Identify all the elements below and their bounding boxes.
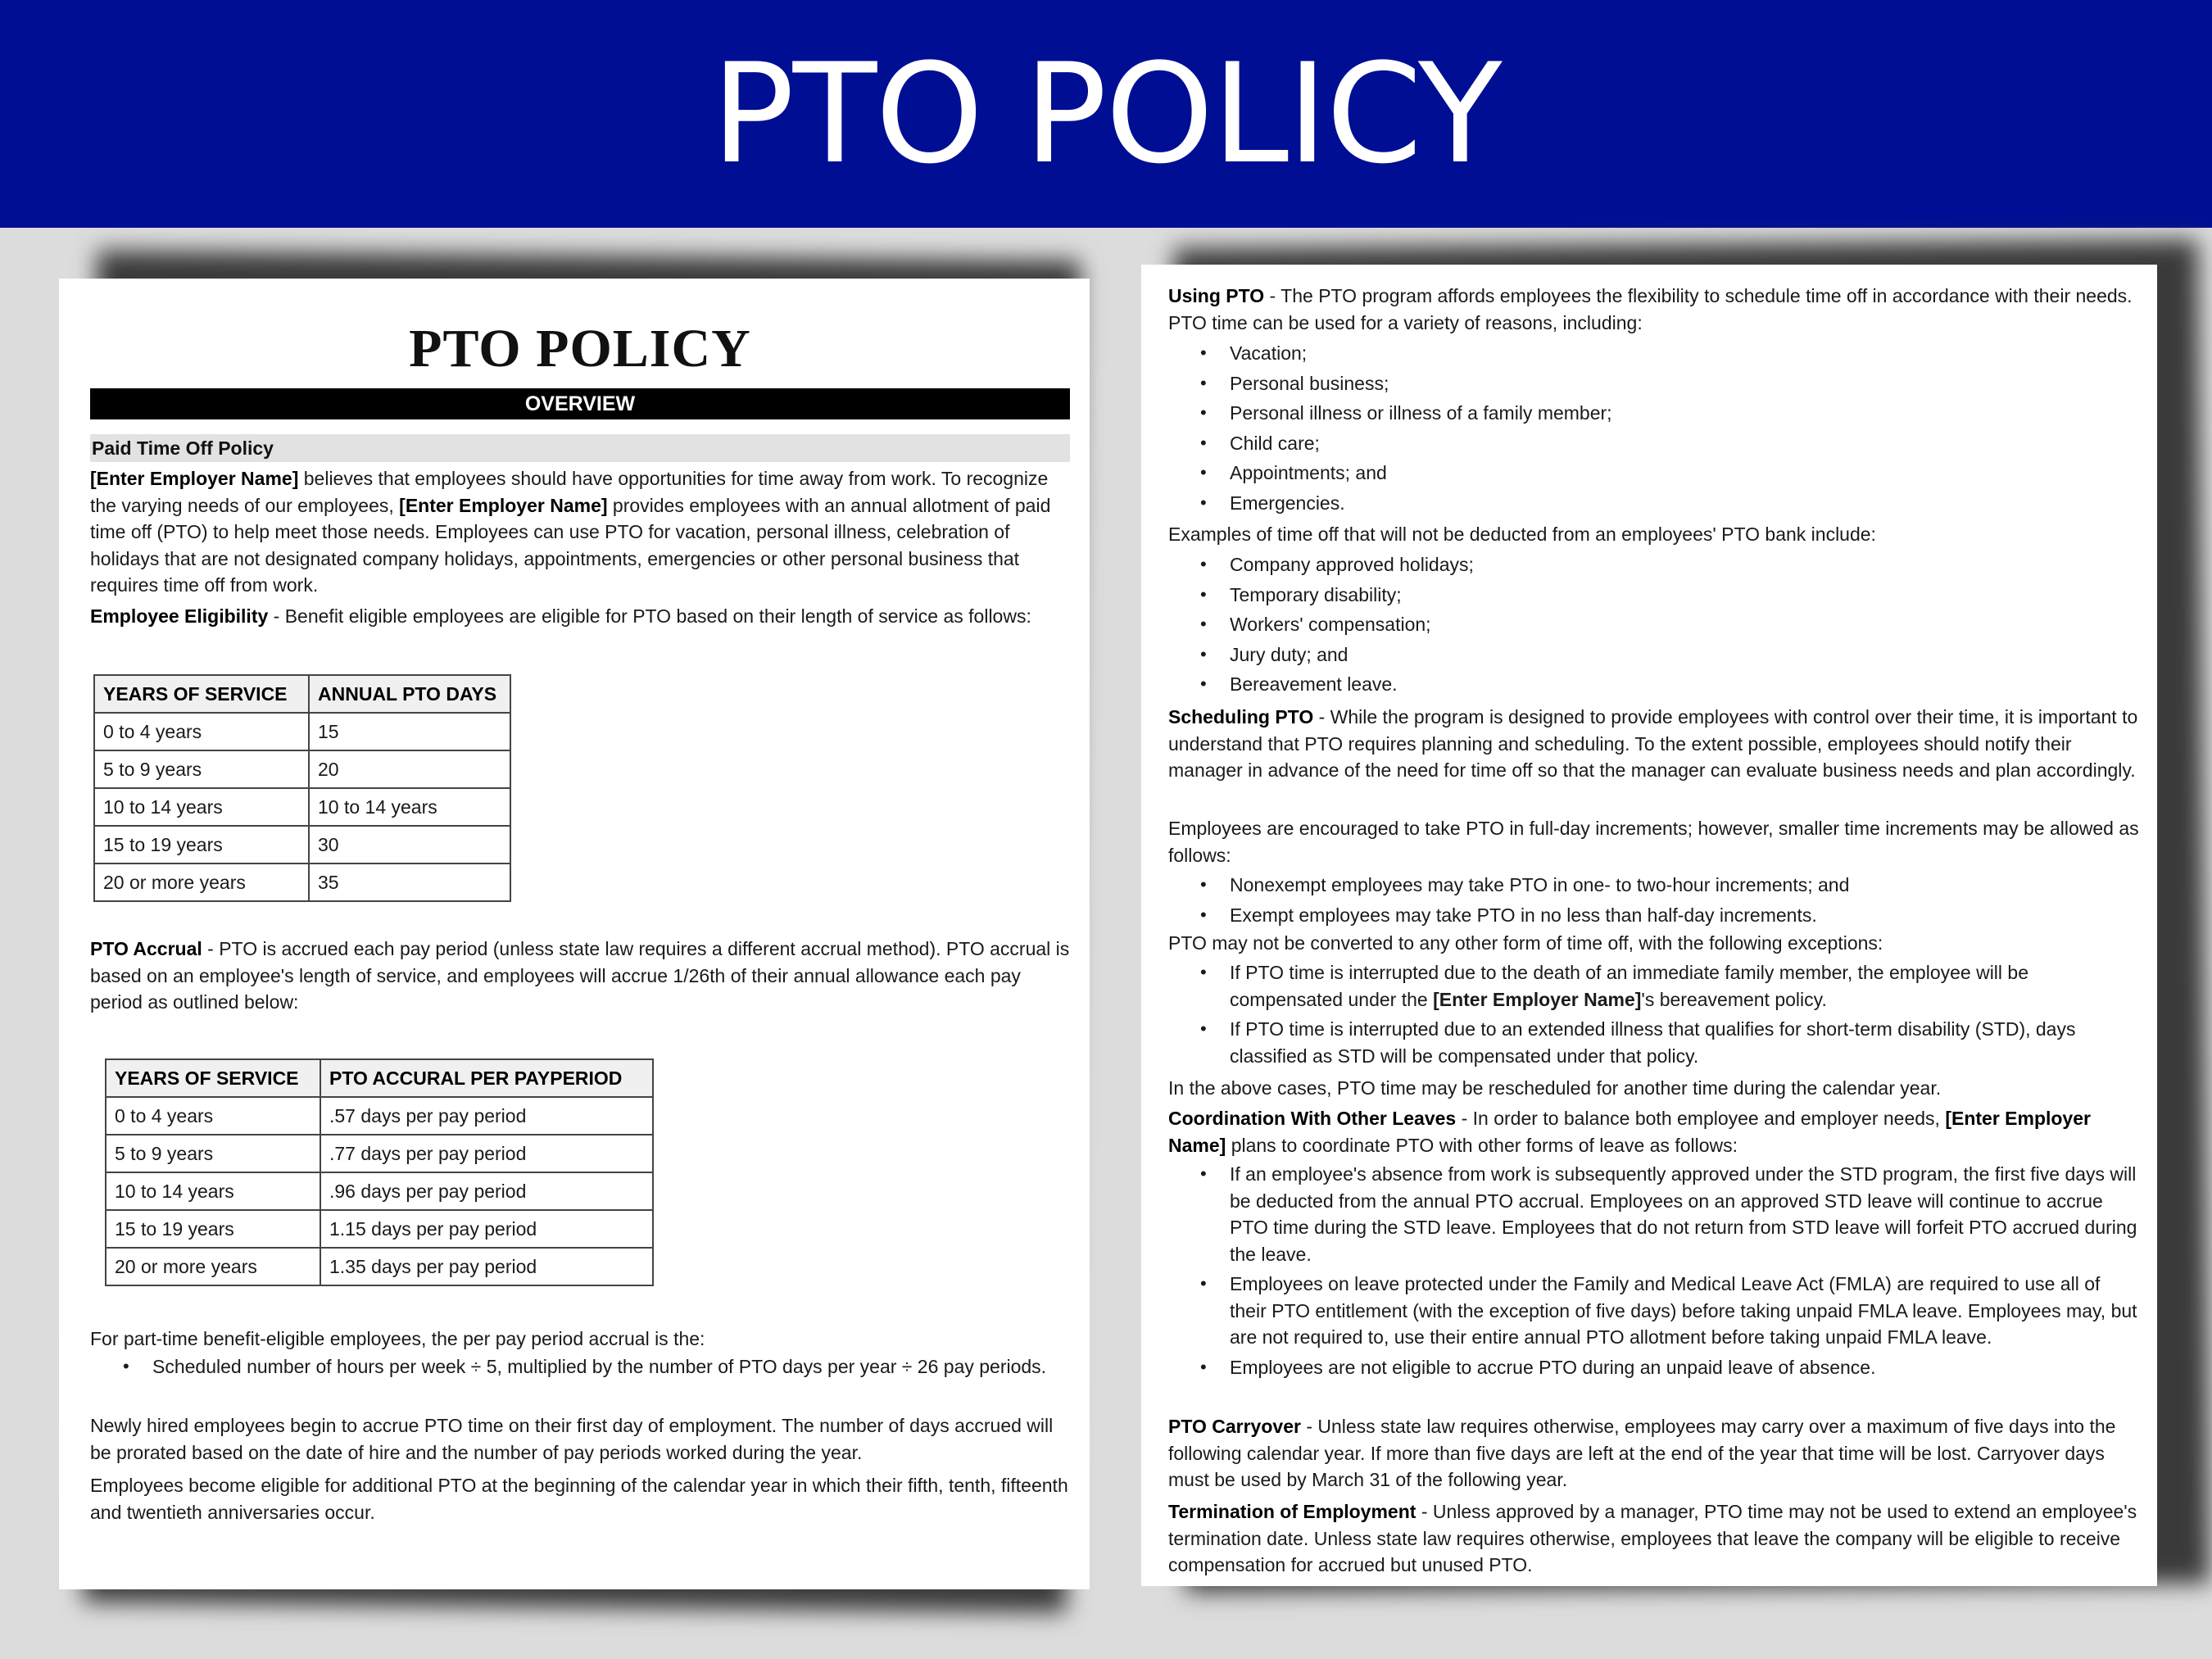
coordination-paragraph: Coordination With Other Leaves - In order to balance both employee and employer needs, [Enter Employer Name] plans to coordinate PTO with other forms of leave as follows: xyxy=(1168,1108,2091,1156)
document-title: PTO POLICY xyxy=(409,319,751,378)
table-cell: 10 to 14 years xyxy=(309,788,510,826)
table-row xyxy=(94,863,510,901)
additional-pto-paragraph: Employees become eligible for additional PTO at the beginning of the calendar year in which their fifth, tenth, fifteenth and twentieth anniversaries occur. xyxy=(90,1475,1068,1523)
table-cell: 5 to 9 years xyxy=(94,750,309,788)
carryover-paragraph: PTO Carryover - Unless state law requires otherwise, employees may carry over a maximum of five days into the following calendar year. If more than five days are left at the end of the year that time will be lost. Carryover days must be used by March 31 of the following year. xyxy=(1168,1416,2116,1490)
table-row xyxy=(94,713,510,750)
list-item: • If an employee's absence from work is subsequently approved under the STD program, the first five days will be deducted from the annual PTO accrual. Employees on an approved STD leave will continue to accrue PTO time during the STD leave. Employees that do not return from STD leave will forfeit PTO accrued during the leave. xyxy=(1230,1161,2139,1267)
termination-paragraph: Termination of Employment - Unless approved by a manager, PTO time may not be used to extend an employee's termination date. Unless state law requires otherwise, employees that leave the company will be eligible to receive compensation for accrued but unused PTO. xyxy=(1168,1501,2137,1575)
list-item: • Emergencies. xyxy=(1230,490,2139,517)
list-item: • Nonexempt employees may take PTO in one- to two-hour increments; and xyxy=(1230,872,2139,899)
list-item: • Jury duty; and xyxy=(1230,641,2139,669)
reschedule-paragraph: In the above cases, PTO time may be rescheduled for another time during the calendar year. xyxy=(1168,1077,1942,1099)
annual-pto-days-table xyxy=(93,674,511,902)
part-time-paragraph: For part-time benefit-eligible employees, the per pay period accrual is the: xyxy=(90,1328,705,1349)
conversion-exceptions-list xyxy=(1230,959,2139,1072)
list-item: • If PTO time is interrupted due to the death of an immediate family member, the employee will be compensated under the [Enter Employer Name]'s bereavement policy. xyxy=(1230,959,2139,1013)
table-row xyxy=(106,1248,653,1285)
list-item: • Personal business; xyxy=(1230,370,2139,397)
table-cell: 20 or more years xyxy=(94,863,309,901)
list-item: • Workers' compensation; xyxy=(1230,611,2139,638)
table-header-row xyxy=(106,1059,653,1097)
table-header-cell: YEARS OF SERVICE xyxy=(106,1059,320,1097)
banner-title: PTO POLICY xyxy=(711,34,1501,194)
table-row xyxy=(94,750,510,788)
intro-paragraph: [Enter Employer Name] believes that employees should have opportunities for time away from work. To recognize the varying needs of our employees, [Enter Employer Name] provides employees with an annual allotment of paid time off (PTO) to help meet those needs. Employees can use PTO for vacation, personal illness, celebration of holidays that are not designated company holidays, appointments, emergencies or other personal business that requires time off from work. xyxy=(90,468,1051,596)
table-cell: 10 to 14 years xyxy=(94,788,309,826)
table-header-row xyxy=(94,675,510,713)
list-item: • Appointments; and xyxy=(1230,460,2139,487)
not-deducted-paragraph: Examples of time off that will not be deducted from an employees' PTO bank include: xyxy=(1168,524,1876,545)
table-cell: .96 days per pay period xyxy=(320,1172,653,1210)
list-item: • Scheduled number of hours per week ÷ 5, multiplied by the number of PTO days per year ÷ 26 pay periods. xyxy=(152,1353,1078,1380)
table-cell: 0 to 4 years xyxy=(94,713,309,750)
pto-accrual-table xyxy=(105,1058,654,1286)
list-item: • Exempt employees may take PTO in no less than half-day increments. xyxy=(1230,902,2139,929)
table-cell: 10 to 14 years xyxy=(106,1172,320,1210)
list-item: • Bereavement leave. xyxy=(1230,671,2139,698)
part-time-bullet-list xyxy=(152,1353,1078,1380)
list-item: • Company approved holidays; xyxy=(1230,551,2139,578)
list-item: • If PTO time is interrupted due to an extended illness that qualifies for short-term disability (STD), days classified as STD will be compensated under that policy. xyxy=(1230,1016,2139,1069)
table-cell: 30 xyxy=(309,826,510,863)
increments-list xyxy=(1230,872,2139,931)
table-header-cell: ANNUAL PTO DAYS xyxy=(309,675,510,713)
table-row xyxy=(106,1210,653,1248)
scheduling-pto-paragraph: Scheduling PTO - While the program is designed to provide employees with control over their time, it is important to understand that PTO requires planning and scheduling. To the extent possible, employees should notify their manager in advance of the need for time off so that the manager can evaluate business needs and plan accordingly. xyxy=(1168,706,2138,781)
using-pto-paragraph: Using PTO - The PTO program affords employees the flexibility to schedule time off in accordance with their needs. PTO time can be used for a variety of reasons, including: xyxy=(1168,285,2133,333)
table-cell: 1.15 days per pay period xyxy=(320,1210,653,1248)
table-row xyxy=(94,788,510,826)
header-banner xyxy=(0,0,2212,228)
table-cell: .57 days per pay period xyxy=(320,1097,653,1135)
not-deducted-list xyxy=(1230,551,2139,701)
newly-hired-paragraph: Newly hired employees begin to accrue PTO time on their first day of employment. The number of days accrued will be prorated based on the date of hire and the number of pay periods worked during the year. xyxy=(90,1415,1054,1463)
table-row xyxy=(106,1097,653,1135)
table-row xyxy=(94,826,510,863)
table-cell: 15 to 19 years xyxy=(94,826,309,863)
table-header-cell: PTO ACCURAL PER PAYPERIOD xyxy=(320,1059,653,1097)
coordination-list xyxy=(1230,1161,2139,1384)
paid-time-off-subheading: Paid Time Off Policy xyxy=(90,434,1070,462)
table-cell: 20 or more years xyxy=(106,1248,320,1285)
table-cell: 20 xyxy=(309,750,510,788)
list-item: • Employees on leave protected under the Family and Medical Leave Act (FMLA) are required to use all of their PTO entitlement (with the exception of five days) before taking unpaid FMLA leave. Employees may, but are not required to, use their entire annual PTO allotment before taking unpaid FMLA leave. xyxy=(1230,1271,2139,1351)
increments-paragraph: Employees are encouraged to take PTO in full-day increments; however, smaller time increments may be allowed as follows: xyxy=(1168,818,2139,866)
table-header-cell: YEARS OF SERVICE xyxy=(94,675,309,713)
eligibility-paragraph: Employee Eligibility - Benefit eligible employees are eligible for PTO based on their length of service as follows: xyxy=(90,605,1031,627)
table-cell: 35 xyxy=(309,863,510,901)
table-cell: 1.35 days per pay period xyxy=(320,1248,653,1285)
table-cell: .77 days per pay period xyxy=(320,1135,653,1172)
table-cell: 0 to 4 years xyxy=(106,1097,320,1135)
list-item: • Vacation; xyxy=(1230,340,2139,367)
table-cell: 15 to 19 years xyxy=(106,1210,320,1248)
conversion-paragraph: PTO may not be converted to any other form of time off, with the following exceptions: xyxy=(1168,932,1883,954)
right-document-page xyxy=(1141,265,2157,1586)
table-cell: 5 to 9 years xyxy=(106,1135,320,1172)
list-item: • Personal illness or illness of a family member; xyxy=(1230,400,2139,427)
list-item: • Temporary disability; xyxy=(1230,582,2139,609)
overview-section-bar: OVERVIEW xyxy=(90,388,1070,419)
left-document-page xyxy=(59,279,1090,1589)
table-row xyxy=(106,1135,653,1172)
pto-uses-list xyxy=(1230,340,2139,519)
list-item: • Employees are not eligible to accrue PTO during an unpaid leave of absence. xyxy=(1230,1354,2139,1381)
table-cell: 15 xyxy=(309,713,510,750)
accrual-paragraph: PTO Accrual - PTO is accrued each pay period (unless state law requires a different accrual method). PTO accrual is based on an employee's length of service, and employees will accrue 1/26th of their annual allowance each pay period as outlined below: xyxy=(90,938,1070,1013)
table-row xyxy=(106,1172,653,1210)
list-item: • Child care; xyxy=(1230,430,2139,457)
